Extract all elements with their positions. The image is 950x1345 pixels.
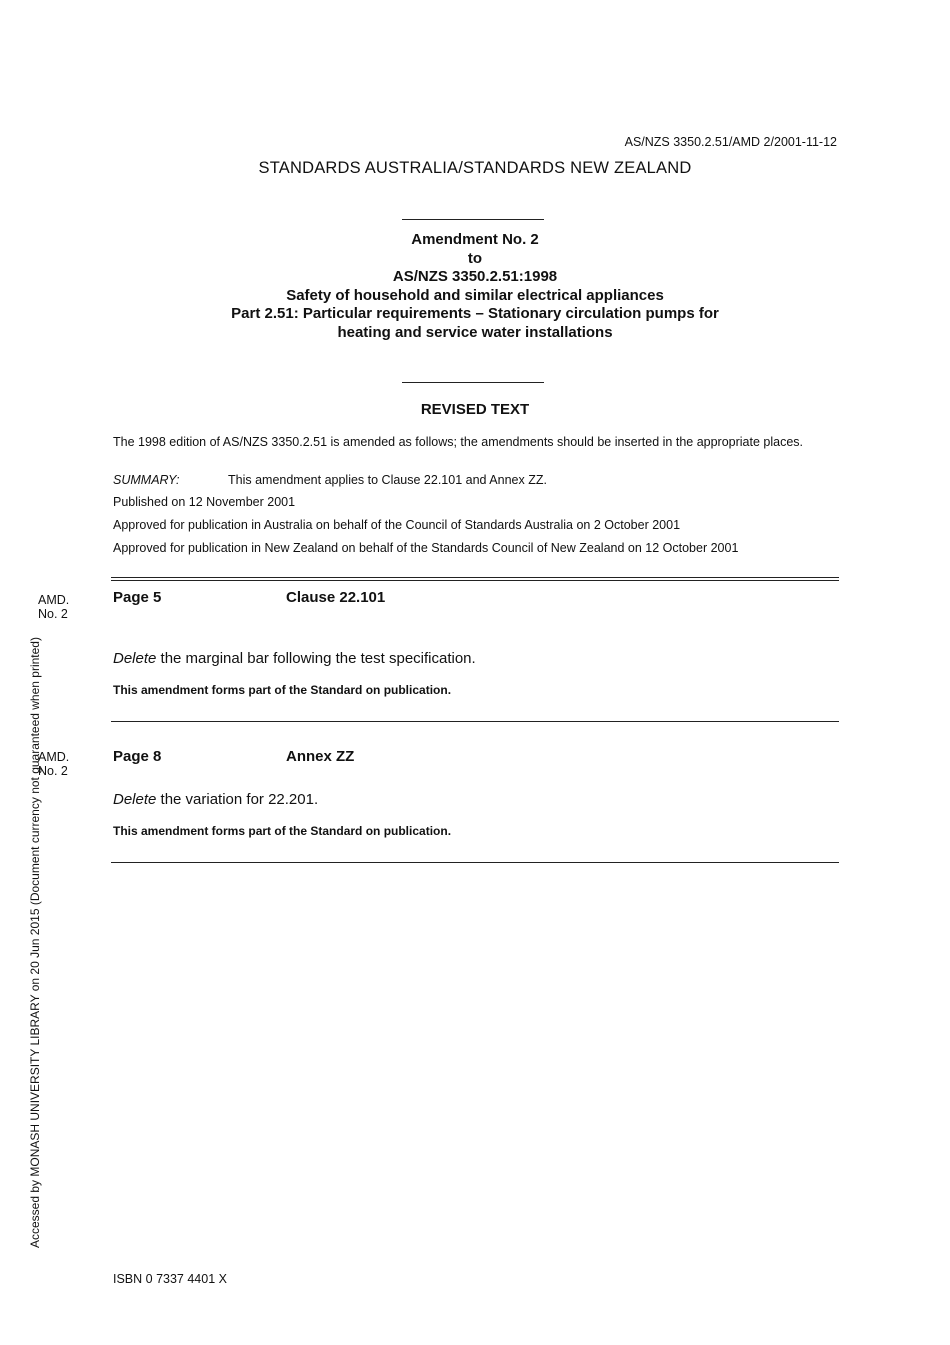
amendment-page-reference: Page 5	[113, 589, 162, 606]
title-top-rule	[402, 219, 544, 220]
title-standard-name: Safety of household and similar electrical appliances	[286, 286, 664, 304]
margin-amd-number: No. 2	[38, 607, 68, 621]
section-double-rule-top	[111, 577, 839, 578]
instruction-text: the marginal bar following the test specification.	[156, 650, 476, 667]
title-block	[0, 231, 950, 342]
organization-heading: STANDARDS AUSTRALIA/STANDARDS NEW ZEALAND	[258, 159, 692, 177]
amendment-page-reference: Page 8	[113, 748, 162, 765]
title-amendment-number: Amendment No. 2	[411, 231, 539, 248]
document-reference: AS/NZS 3350.2.51/AMD 2/2001-11-12	[624, 135, 837, 149]
amendment-clause-reference: Clause 22.101	[286, 589, 386, 606]
section-rule	[111, 862, 839, 863]
section-rule	[111, 721, 839, 722]
revised-text-heading: REVISED TEXT	[420, 401, 530, 418]
amendment-instruction	[113, 791, 318, 808]
summary-text: This amendment applies to Clause 22.101 and Annex ZZ.	[228, 473, 547, 487]
instruction-action: Delete	[113, 791, 157, 808]
amendment-statement: The 1998 edition of AS/NZS 3350.2.51 is amended as follows; the amendments should be inserted in the appropriate places.	[113, 435, 804, 449]
margin-amd-label: AMD.	[38, 750, 70, 764]
margin-amd-number: No. 2	[38, 764, 68, 778]
margin-amd-label: AMD.	[38, 593, 70, 607]
approval-new-zealand: Approved for publication in New Zealand on behalf of the Standards Council of New Zealand on 12 October 2001	[113, 541, 739, 555]
title-part-continued: heating and service water installations	[337, 323, 613, 341]
published-date: Published on 12 November 2001	[113, 495, 296, 509]
title-to: to	[467, 249, 483, 267]
access-side-note: Accessed by MONASH UNIVERSITY LIBRARY on 20 Jun 2015 (Document currency not guaranteed when printed)	[28, 637, 42, 1248]
margin-amd-marker	[38, 593, 69, 621]
approval-australia: Approved for publication in Australia on behalf of the Council of Standards Australia on 2 October 2001	[113, 518, 681, 532]
margin-amd-marker	[38, 750, 69, 778]
amendment-instruction	[113, 650, 476, 667]
instruction-text: the variation for 22.201.	[156, 791, 319, 808]
title-bottom-rule	[402, 382, 544, 383]
isbn: ISBN 0 7337 4401 X	[113, 1272, 227, 1286]
title-part: Part 2.51: Particular requirements – Stationary circulation pumps for	[231, 305, 719, 322]
summary-line	[113, 473, 837, 488]
amendment-note: This amendment forms part of the Standard on publication.	[113, 683, 452, 697]
section-double-rule-bottom	[111, 580, 839, 581]
summary-label: SUMMARY:	[113, 473, 180, 487]
instruction-action: Delete	[113, 650, 157, 667]
title-standard-number: AS/NZS 3350.2.51:1998	[392, 268, 558, 285]
amendment-clause-reference: Annex ZZ	[286, 748, 355, 765]
amendment-note: This amendment forms part of the Standard on publication.	[113, 824, 452, 838]
